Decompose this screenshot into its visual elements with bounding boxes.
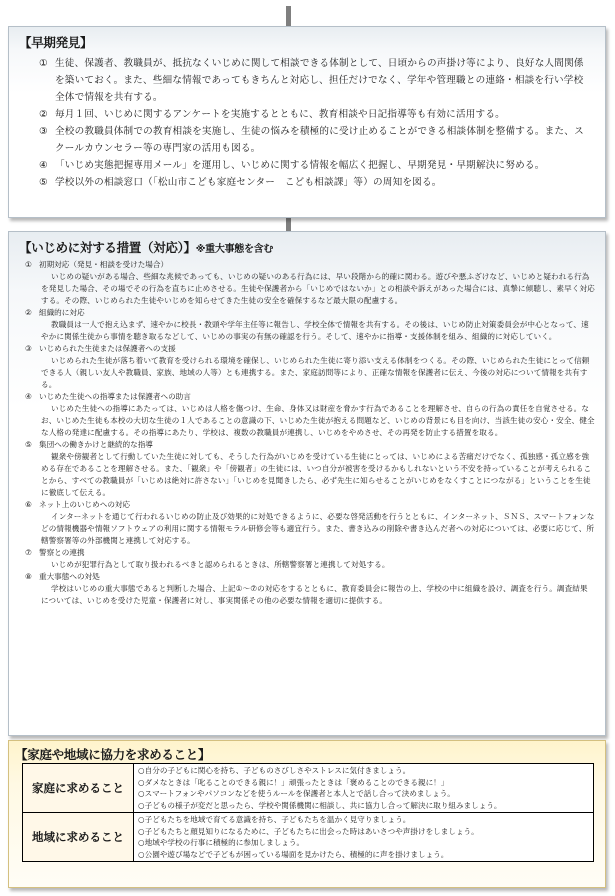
- measures-title: [19, 238, 273, 256]
- list-item: ○公園や遊び場などで子どもが困っている場面を見かけたら、積極的に声を掛けましょう。: [138, 849, 449, 859]
- item-body: 観衆や傍観者として行動していた生徒に対しても、そうした行為がいじめを受けている生徒にとっては、いじめによる苦痛だけでなく、孤独感・孤立感を強める存在であることを理解させる。また、「観衆」や「傍観者」の生徒には、いつ自分が被害を受けるかもしれないという不安を持っていることが考えられることから、すべての教職員が「いじめは絶対に許さない」「いじめを見聞きしたら、必ず先生に知らせることがいじめをなくすことにつながる」ということを生徒に徹底して伝える。: [41, 452, 592, 497]
- top-connector: [286, 6, 291, 26]
- list-item: ⑦ 警察との連携 いじめが犯罪行為として取り扱われるべきと認められるときは、所轄警察署と連携して対処する。: [25, 547, 595, 571]
- cooperation-title: 【家庭や地域に協力を求めること】: [15, 747, 211, 762]
- list-item: ○スマートフォンやパソコンなどを使うルールを保護者と本人とで話し合って決めましょう。: [138, 789, 455, 798]
- list-item: ○地域や学校の行事に積極的に参加しましょう。: [138, 838, 305, 847]
- item-heading: 警察との連携: [39, 548, 85, 557]
- list-item: ② 組織的に対応 教職員は一人で抱え込まず、速やかに校長・教頭や学年主任等に報告し、学校全体で情報を共有する。その後は、いじめ防止対策委員会が中心となって、速やかに関係生徒から事情を聴き取るなどして、いじめの事実の有無の確認を行う。そして、速やかに指導・支援体制を組み、組織的に対応していく。: [25, 307, 595, 343]
- item-body: インターネットを通じて行われるいじめの防止及び効果的に対処できるように、必要な啓発活動を行うとともに、インターネット、ＳＮＳ、スマートフォンなどの情報機器や情報ソフトウェアの利用に関する情報モラル研修会等も適宜行う。また、書き込みの削除や書き込んだ者への対応については、必要に応じて、所轄警察署等の外部機関と連携して対応する。: [41, 512, 595, 545]
- list-item: ⑤ 学校以外の相談窓口（「松山市こども家庭センター こども相談課」等）の周知を図る。: [39, 177, 442, 188]
- item-heading: 初期対応（発見・相談を受けた場合）: [39, 260, 169, 269]
- table-row: [23, 813, 594, 862]
- item-heading: 重大事態への対処: [39, 572, 100, 581]
- list-item: ④ 「いじめ実態把握専用メール」を運用し、いじめに関する情報を幅広く把握し、早期発見・早期解決に努める。: [39, 160, 545, 171]
- list-item: ⑥ ネット上のいじめへの対応 インターネットを通じて行われるいじめの防止及び効果的に対処できるように、必要な啓発活動を行うとともに、インターネット、ＳＮＳ、スマートフォンなどの情報機器や情報ソフトウェアの利用に関する情報モラル研修会等も適宜行う。また、書き込みの削除や書き込んだ者への対応については、必要に応じて、所轄警察署等の外部機関と連携して対応する。: [25, 500, 595, 545]
- measures-panel: [8, 231, 606, 736]
- list-item: ○自分の子どもに関心を持ち、子どものさびしさやストレスに気付きましょう。: [138, 766, 411, 775]
- list-item: ① 初期対応（発見・相談を受けた場合） いじめの疑いがある場合、些細な兆候であっても、いじめの疑いのある行為には、早い段階から的確に関わる。遊びや悪ふざけなど、いじめと疑われる行為を発見した場合、その場でその行為を直ちに止めさせる。生徒や保護者から「いじめではないか」との相談や訴えがあった場合には、真摯に傾聴し、素早く対応する。その際、いじめられた生徒やいじめを知らせてきた生徒の安全を確保するなど最大限の配慮する。: [25, 260, 595, 305]
- early-detection-list: [23, 55, 589, 191]
- list-item: ○子どもたちを地域で育てる意識を持ち、子どもたちを温かく見守りましょう。: [138, 815, 411, 824]
- middle-connector: [286, 217, 291, 231]
- cooperation-panel: [8, 740, 606, 888]
- early-detection-panel: [8, 26, 606, 218]
- item-heading: 組織的に対応: [39, 308, 85, 317]
- item-heading: いじめられた生徒または保護者への支援: [39, 344, 176, 353]
- community-items: [134, 813, 594, 862]
- list-item: ⑧ 重大事態への対処 学校はいじめの重大事態であると判断した場合、上記①～⑦の対応をするとともに、教育委員会に報告の上、学校の中に組織を設け、調査を行う。調査結果については、いじめを受けた児童・保護者に対し、事実関係その他の必要な情報を適切に提供する。: [25, 571, 595, 607]
- item-body: いじめた生徒への指導にあたっては、いじめは人格を傷つけ、生命、身体又は財産を脅かす行為であることを理解させ、自らの行為の責任を自覚させる。なお、いじめた生徒も本校の大切な生徒の１人であることの意識の下、いじめた生徒が抱える問題など、いじめの背景にも目を向け、当該生徒の安心・安全、健全な人格の発達に配慮する。その指導にあたり、学校は、複数の教職員が連携し、いじめをやめさせ、その再発を防止する措置を取る。: [41, 404, 595, 437]
- cooperation-table: [22, 763, 594, 862]
- item-body: いじめが犯罪行為として取り扱われるべきと認められるときは、所轄警察署と連携して対処する。: [51, 560, 390, 569]
- list-item: ① 生徒、保護者、教職員が、抵抗なくいじめに関して相談できる体制として、日頃からの声掛け等により、良好な人間関係を築いておく。また、些細な情報であってもきちんと対応し、担任だけでなく、学年や管理職との連絡・相談を行い学校全体で情報を共有する。: [39, 58, 584, 103]
- list-item: ○ダメなときは「叱ることのできる親に！」頑張ったときは「褒めることのできる親に！」: [138, 777, 449, 787]
- family-items: [134, 764, 594, 813]
- list-item: ⑤ 集団への働きかけと継続的な指導 観衆や傍観者として行動していた生徒に対しても、そうした行為がいじめを受けている生徒にとっては、いじめによる苦痛だけでなく、孤独感・孤立感を強める存在であることを理解させる。また、「観衆」や「傍観者」の生徒には、いつ自分が被害を受けるかもしれないという不安を持っていることが考えられることから、すべての教職員が「いじめは絶対に許さない」「いじめを見聞きしたら、必ず先生に知らせることがいじめをなくすことにつながる」ということを生徒に徹底して伝える。: [25, 439, 595, 499]
- measures-list: [25, 259, 595, 607]
- list-item: ○子どもの様子が変だと思ったら、学校や関係機関に相談し、共に協力し合って解決に取り組みましょう。: [138, 800, 502, 810]
- measures-note: ※重大事態を含む: [195, 244, 274, 255]
- early-detection-title: 【早期発見】: [19, 35, 93, 50]
- list-item: ③ いじめられた生徒または保護者への支援 いじめられた生徒が落ち着いて教育を受けられる環境を確保し、いじめられた生徒に寄り添い支える体制をつくる。その際、いじめられた生徒にとって信頼できる人（親しい友人や教職員、家族、地域の人等）とも連携する。また、家庭訪問等により、正確な情報を保護者に伝え、今後の対応について情報を共有する。: [25, 343, 595, 391]
- list-item: ② 毎月１回、いじめに関するアンケートを実施するとともに、教育相談や日記指導等も有効に活用する。: [39, 109, 505, 120]
- item-body: 学校はいじめの重大事態であると判断した場合、上記①～⑦の対応をするとともに、教育委員会に報告の上、学校の中に組織を設け、調査を行う。調査結果については、いじめを受けた児童・保護者に対し、事実関係その他の必要な情報を適切に提供する。: [41, 584, 588, 605]
- measures-title-text: 【いじめに対する措置（対応）】: [19, 240, 196, 255]
- list-item: ④ いじめた生徒への指導または保護者への助言 いじめた生徒への指導にあたっては、いじめは人格を傷つけ、生命、身体又は財産を脅かす行為であることを理解させ、自らの行為の責任を自覚させる。なお、いじめた生徒も本校の大切な生徒の１人であることの意識の下、いじめた生徒が抱える問題など、いじめの背景にも目を向け、当該生徒の安心・安全、健全な人格の発達に配慮する。その指導にあたり、学校は、複数の教職員が連携し、いじめをやめさせ、その再発を防止する措置を取る。: [25, 392, 595, 437]
- list-item: ○子どもたちと顔見知りになるために、子どもたちに出会った時はあいさつや声掛けをしましょう。: [138, 826, 479, 836]
- item-heading: 集団への働きかけと継続的な指導: [39, 440, 153, 449]
- item-body: 教職員は一人で抱え込まず、速やかに校長・教頭や学年主任等に報告し、学校全体で情報を共有する。その後は、いじめ防止対策委員会が中心となって、速やかに関係生徒から事情を聴き取るなどして、いじめの事実の有無の確認を行う。そして、速やかに指導・支援体制を組み、組織的に対応していく。: [41, 320, 589, 341]
- table-row: [23, 764, 594, 813]
- family-label: 家庭に求めること: [23, 764, 134, 813]
- item-body: いじめられた生徒が落ち着いて教育を受けられる環境を確保し、いじめられた生徒に寄り添い支える体制をつくる。その際、いじめられた生徒にとって信頼できる人（親しい友人や教職員、家族、地域の人等）とも連携する。また、家庭訪問等により、正確な情報を保護者に伝え、今後の対応について情報を共有する。: [41, 356, 590, 389]
- community-label: 地域に求めること: [23, 813, 134, 862]
- item-body: いじめの疑いがある場合、些細な兆候であっても、いじめの疑いのある行為には、早い段階から的確に関わる。遊びや悪ふざけなど、いじめと疑われる行為を発見した場合、その場でその行為を直ちに止めさせる。生徒や保護者から「いじめではないか」との相談や訴えがあった場合には、真摯に傾聴し、素早く対応する。その際、いじめられた生徒やいじめを知らせてきた生徒の安全を確保するなど最大限の配慮する。: [41, 272, 595, 305]
- item-heading: ネット上のいじめへの対応: [39, 500, 131, 509]
- list-item: ③ 全校の教職員体制での教育相談を実施し、生徒の悩みを積極的に受け止めることができる相談体制を整備する。また、スクールカウンセラー等の専門家の活用も図る。: [39, 126, 584, 154]
- item-heading: いじめた生徒への指導または保護者への助言: [39, 392, 191, 401]
